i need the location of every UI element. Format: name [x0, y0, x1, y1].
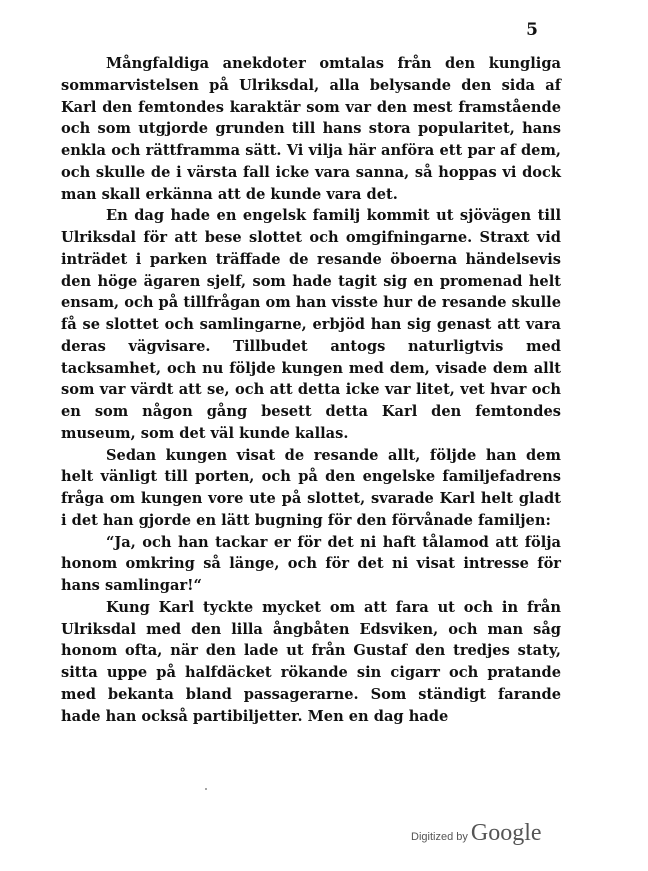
- paragraph-english-family: En dag hade en engelsk familj kommit ut sjövägen till Ulriksdal för att bese slottet och omgifningarne. Straxt vid inträdet i parken träffade de resande öboerna händelsevis den höge ägaren sjelf, som hade tagit sig en promenad helt ensam, och på tillfrågan om han visste hur de resande skulle få se slottet och samlingarne, erbjöd han sig genast att vara deras vägvisare. Tillbudet antogs naturligtvis med tacksamhet, och nu följde kungen med dem, visade dem allt som var värdt att se, och att detta icke var litet, vet hvar och en som någon gång besett detta Karl den femtondes museum, som det väl kunde kallas.: [61, 207, 561, 442]
- google-logo: Google: [470, 820, 542, 846]
- digitized-watermark: [411, 820, 542, 847]
- paragraph-king-guides-out: Sedan kungen visat de resande allt, följde han dem helt vänligt till porten, och på den engelske familjefadrens fråga om kungen vore ute på slottet, svarade Karl helt gladt i det han gjorde en lätt bugning för den förvånade familjen:: [61, 446, 561, 529]
- paragraph-anecdotes-intro: Mångfaldiga anekdoter omtalas från den kungliga sommarvistelsen på Ulriksdal, alla belysande den sida af Karl den femtondes karaktär som var den mest framstående och som utgjorde grunden till hans stora popularitet, hans enkla och rättframma sätt. Vi vilja här anföra ett par af dem, och skulle de i värsta fall icke vara sanna, så hoppas vi dock man skall erkänna att de kunde vara det.: [61, 55, 561, 203]
- watermark-prefix: Digitized by: [411, 831, 468, 843]
- page-text-body: [61, 53, 561, 727]
- print-speck: [205, 788, 207, 790]
- paragraph-steamboat: Kung Karl tyckte mycket om att fara ut och in från Ulriksdal med den lilla ångbåten Edsviken, och man såg honom ofta, när den lade ut från Gustaf den tredjes staty, sitta uppe på halfdäcket rökande sin cigarr och pratande med bekanta bland passagerarne. Som ständigt farande hade han också partibiljetter. Men en dag hade: [61, 598, 561, 725]
- paragraph-king-quote: “Ja, och han tackar er för det ni haft tålamod att följa honom omkring så länge, och för det ni visat intresse för hans samlingar!“: [61, 533, 561, 594]
- page-number: 5: [526, 20, 538, 40]
